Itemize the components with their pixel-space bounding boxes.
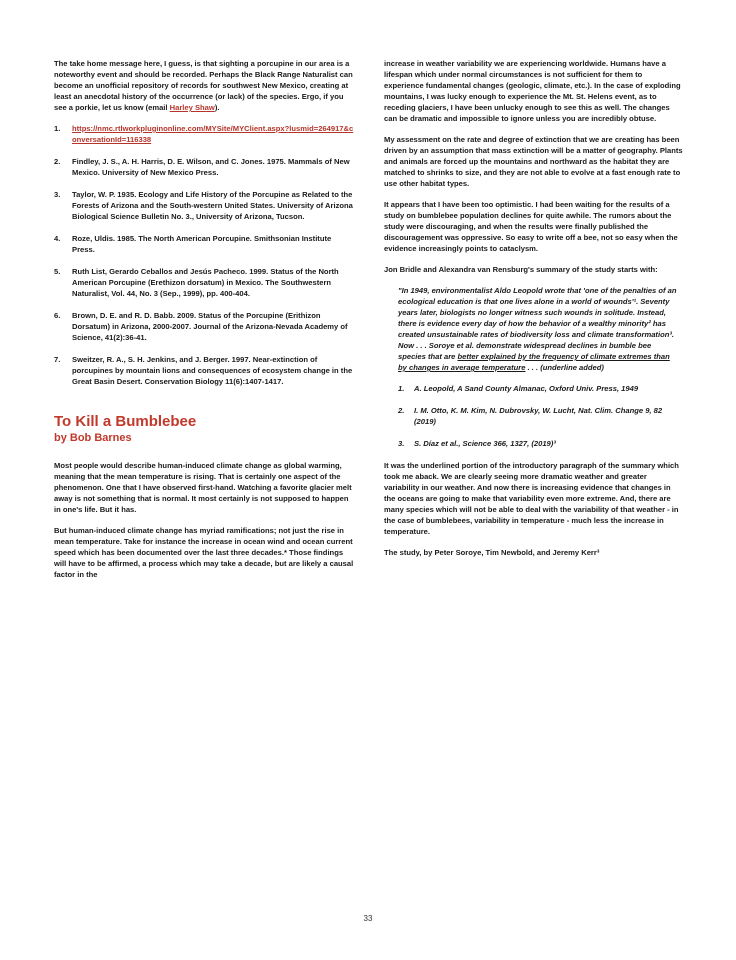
reference-number: 7. [54, 355, 61, 364]
reference-item [54, 233, 354, 255]
left-column [54, 58, 354, 590]
quote-notes [398, 383, 684, 449]
note-number: 3. [398, 439, 405, 448]
reference-number: 4. [54, 234, 61, 243]
right-column [384, 58, 684, 568]
block-quote [398, 285, 684, 373]
reference-number: 6. [54, 311, 61, 320]
article-paragraph: Jon Bridle and Alexandra van Rensburg's summary of the study starts with: [384, 265, 658, 274]
quote-text-end: . . . (underline added) [525, 363, 604, 372]
intro-text: The take home message here, I guess, is that sighting a porcupine in our area is a noteworthy event and should be recorded. Perhaps the Black Range Naturalist can become an unofficial repository of records for southwest New Mexico, creating at least an anecdotal history of the occurrence (or lack) of the species. Ergo, if you see a porkie, let us know (email [54, 59, 353, 112]
reference-text: Brown, D. E. and R. D. Babb. 2009. Status of the Porcupine (Erithizon Dorsatum) in Arizona, 2000-2007. Journal of the Arizona-Nevada Academy of Science, 41(2):36-41. [72, 311, 348, 342]
note-number: 1. [398, 384, 405, 393]
reference-item [54, 310, 354, 343]
reference-text: Ruth List, Gerardo Ceballos and Jesús Pacheco. 1999. Status of the North American Porcupine (Erethizon dorsatum) in Mexico. The Southwestern Naturalist, Vol. 44, No. 3 (Sep., 1999), pp. 400-404. [72, 267, 339, 298]
note-text: S. Díaz et al., Science 366, 1327, (2019)³ [414, 439, 556, 448]
reference-link[interactable]: https://nmc.rtlworkpluginonline.com/MYSite/MYClient.aspx?lusmid=264917&conversationId=116338 [72, 124, 354, 144]
article-paragraph: It was the underlined portion of the introductory paragraph of the summary which took me aback. We are clearly seeing more dramatic weather and greater variability in our weather. And now there is increasing evidence that changes in the oceans are going to make that variability even more extreme. And, there are many species which will not be able to deal with the variability of that weather - in the case of bumblebees, variability in temperature - much less the increase in temperature. [384, 461, 679, 536]
article-paragraph: increase in weather variability we are experiencing worldwide. Humans have a lifespan which under normal circumstances is not sufficient for them to experience fundamental changes (geologic, climate, etc.). In the case of exploding mountains, I was lucky enough to experience the Mt. St. Helens event, as to receding glaciers, I have been unlucky enough to see this as well. The changes can be dramatic and impossible to ignore unless you are incredibly obtuse. [384, 59, 681, 123]
intro-text-end: ). [214, 103, 220, 112]
reference-number: 2. [54, 157, 61, 166]
article-byline: by Bob Barnes [54, 432, 132, 444]
reference-item [54, 123, 354, 145]
reference-item [54, 354, 354, 387]
article-title: To Kill a Bumblebee [54, 413, 197, 430]
article-paragraph: The study, by Peter Soroye, Tim Newbold, and Jeremy Kerr³ [384, 548, 600, 557]
note-item [398, 405, 684, 427]
article-paragraph: But human-induced climate change has myriad ramifications; not just the rise in mean temperature. Take for instance the increase in ocean wind and ocean current speed which has been documented over the last three decades.* Those findings will have to be affirmed, a process which may take a decade, but are likely a causal factor in the [54, 526, 354, 579]
harley-shaw-email-link[interactable]: Harley Shaw [169, 103, 215, 112]
reference-text: Findley, J. S., A. H. Harris, D. E. Wilson, and C. Jones. 1975. Mammals of New Mexico. University of New Mexico Press. [72, 157, 350, 177]
reference-number: 3. [54, 190, 61, 199]
reference-number: 5. [54, 267, 61, 276]
reference-text: Roze, Uldis. 1985. The North American Porcupine. Smithsonian Institute Press. [72, 234, 332, 254]
note-text: A. Leopold, A Sand County Almanac, Oxford Univ. Press, 1949 [414, 384, 639, 393]
article-paragraph: It appears that I have been too optimistic. I had been waiting for the results of a study on bumblebee population declines for quite awhile. The rumors about the study were discouraging, and when the results were finally published the discouragement was oppressive. So easy to write off a bee, not so easy when the evidence increasingly points to cataclysm. [384, 200, 678, 253]
page-number: 33 [363, 914, 373, 923]
note-item [398, 383, 684, 394]
reference-number: 1. [54, 124, 61, 133]
reference-item [54, 266, 354, 299]
article-paragraph: My assessment on the rate and degree of extinction that we are creating has been driven by an assumption that mass extinction will be a matter of geography. Plants and animals are forced up the mountains and northward as the habitat they are matched to shrinks to size, and they are not able to evolve at a fast enough rate to use other habitat types. [384, 135, 683, 188]
note-text: I. M. Otto, K. M. Kim, N. Dubrovsky, W. Lucht, Nat. Clim. Change 9, 82 (2019) [414, 406, 663, 426]
quote-text: "In 1949, environmentalist Aldo Leopold wrote that 'one of the penalties of an ecological education is that one lives alone in a world of wounds'¹. Seventy years later, biologists no longer witness such wounds in solitude. Instead, there is evidence every day of how the behavior of a wealthy minority² has created unsustainable rates of biodiversity loss and climate transformation³. Now . . . Soroye et al. demonstrate widespread declines in bumble bee species that are [398, 286, 677, 361]
article-paragraph: Most people would describe human-induced climate change as global warming, meaning that the mean temperature is rising. That is certainly one aspect of the phenomenon. One that I have observed first-hand. Watching a favorite glacier melt away is not something that is normal. It most certainly is not supposed to happen in one's life. But it has. [54, 461, 352, 514]
quote-underlined-text: better explained by the frequency of climate extremes than by changes in average temperature [398, 352, 670, 372]
note-number: 2. [398, 406, 405, 415]
reference-item [54, 189, 354, 222]
note-item [398, 438, 684, 449]
intro-paragraph [54, 58, 354, 113]
reference-item [54, 156, 354, 178]
reference-text: Taylor, W. P. 1935. Ecology and Life History of the Porcupine as Related to the Forests of Arizona and the South-western United States. University of Arizona Biological Science Bulletin No. 3., University of Arizona, Tucson. [72, 190, 353, 221]
reference-text: Sweitzer, R. A., S. H. Jenkins, and J. Berger. 1997. Near-extinction of porcupines by mountain lions and consequences of ecosystem change in the Great Basin Desert. Conservation Biology 11(6):1407-1417. [72, 355, 353, 386]
